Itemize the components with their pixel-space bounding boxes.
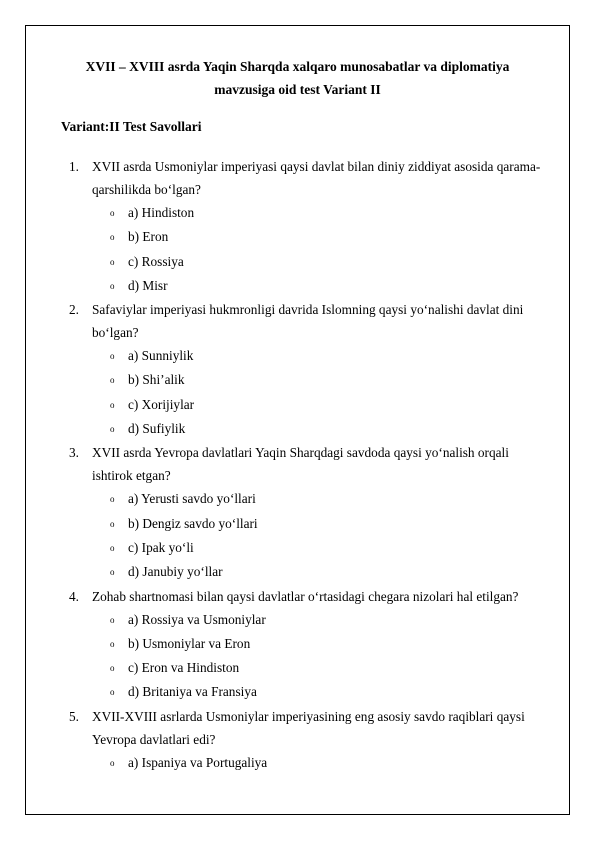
- question-list: [0, 155, 596, 775]
- bullet-icon: o: [110, 567, 115, 578]
- option-list: [0, 608, 596, 705]
- option-text: d) Britaniya va Fransiya: [128, 684, 257, 700]
- option-text: b) Dengiz savdo yo‘llari: [128, 515, 258, 531]
- option-item: [0, 487, 596, 511]
- bullet-icon: o: [110, 424, 115, 435]
- option-item: [0, 656, 596, 680]
- option-list: [0, 487, 596, 584]
- question-2: [0, 298, 596, 441]
- option-text: c) Eron va Hindiston: [128, 660, 240, 676]
- question-4: [0, 585, 596, 705]
- option-text: a) Yerusti savdo yo‘llari: [128, 491, 256, 507]
- bullet-icon: o: [110, 757, 115, 768]
- bullet-icon: o: [110, 518, 115, 529]
- option-text: d) Janubiy yo‘llar: [128, 564, 223, 580]
- question-text: Safaviylar imperiyasi hukmronligi davrida Islomning qaysi yo‘nalishi davlat dini bo‘lgan?: [92, 302, 524, 341]
- option-item: [0, 608, 596, 632]
- option-item: [0, 225, 596, 249]
- option-list: [0, 344, 596, 441]
- question-number: 2.: [69, 302, 79, 318]
- bullet-icon: o: [110, 638, 115, 649]
- question-number: 3.: [69, 445, 79, 461]
- option-text: c) Ipak yo‘li: [128, 539, 194, 555]
- option-item: [0, 751, 596, 775]
- option-text: a) Hindiston: [128, 205, 195, 220]
- option-item: [0, 560, 596, 584]
- option-text: d) Misr: [128, 277, 168, 293]
- option-text: c) Xorijiylar: [128, 396, 195, 412]
- option-list: [0, 751, 596, 775]
- bullet-icon: o: [110, 663, 115, 674]
- question-text: XVII-XVIII asrlarda Usmoniylar imperiyasining eng asosiy savdo raqiblari qaysi Yevropa davlatlari edi?: [92, 708, 525, 747]
- question-text: XVII asrda Yevropa davlatlari Yaqin Sharqdagi savdoda qaysi yo‘nalish orqali ishtirok etgan?: [92, 445, 509, 484]
- question-number: 4.: [69, 588, 79, 604]
- bullet-icon: o: [110, 351, 115, 362]
- bullet-icon: o: [110, 614, 115, 625]
- option-item: [0, 680, 596, 704]
- option-item: [0, 536, 596, 560]
- option-item: [0, 201, 596, 225]
- question-1: [0, 155, 596, 298]
- variant-heading: Variant:II Test Savollari: [61, 119, 202, 134]
- option-item: [0, 417, 596, 441]
- option-text: b) Usmoniylar va Eron: [128, 635, 251, 651]
- option-text: d) Sufiylik: [128, 421, 186, 437]
- question-number: 1.: [69, 159, 79, 174]
- question-text: XVII asrda Usmoniylar imperiyasi qaysi davlat bilan diniy ziddiyat asosida qarama-qarshilikda bo‘lgan?: [92, 159, 541, 197]
- option-item: [0, 274, 596, 298]
- option-text: a) Ispaniya va Portugaliya: [128, 754, 268, 770]
- option-text: a) Sunniylik: [128, 348, 194, 364]
- option-text: b) Shi’alik: [128, 372, 185, 388]
- option-text: a) Rossiya va Usmoniylar: [128, 611, 266, 627]
- bullet-icon: o: [110, 399, 115, 410]
- option-item: [0, 250, 596, 274]
- bullet-icon: o: [110, 687, 115, 698]
- bullet-icon: o: [110, 494, 115, 505]
- option-list: [0, 201, 596, 298]
- question-5: [0, 705, 596, 775]
- bullet-icon: o: [110, 280, 115, 291]
- question-number: 5.: [69, 708, 79, 724]
- option-text: b) Eron: [128, 229, 169, 245]
- bullet-icon: o: [110, 208, 115, 218]
- option-item: [0, 393, 596, 417]
- bullet-icon: o: [110, 232, 115, 243]
- document-title: XVII – XVIII asrda Yaqin Sharqda xalqaro munosabatlar va diplomatiya mavzusiga oid test Variant II: [85, 59, 510, 97]
- option-text: c) Rossiya: [128, 253, 184, 269]
- bullet-icon: o: [110, 256, 115, 267]
- question-3: [0, 441, 596, 584]
- option-item: [0, 632, 596, 656]
- bullet-icon: o: [110, 375, 115, 386]
- bullet-icon: o: [110, 542, 115, 553]
- option-item: [0, 368, 596, 392]
- question-text: Zohab shartnomasi bilan qaysi davlatlar o‘rtasidagi chegara nizolari hal etilgan?: [92, 588, 519, 604]
- option-item: [0, 512, 596, 536]
- option-item: [0, 344, 596, 368]
